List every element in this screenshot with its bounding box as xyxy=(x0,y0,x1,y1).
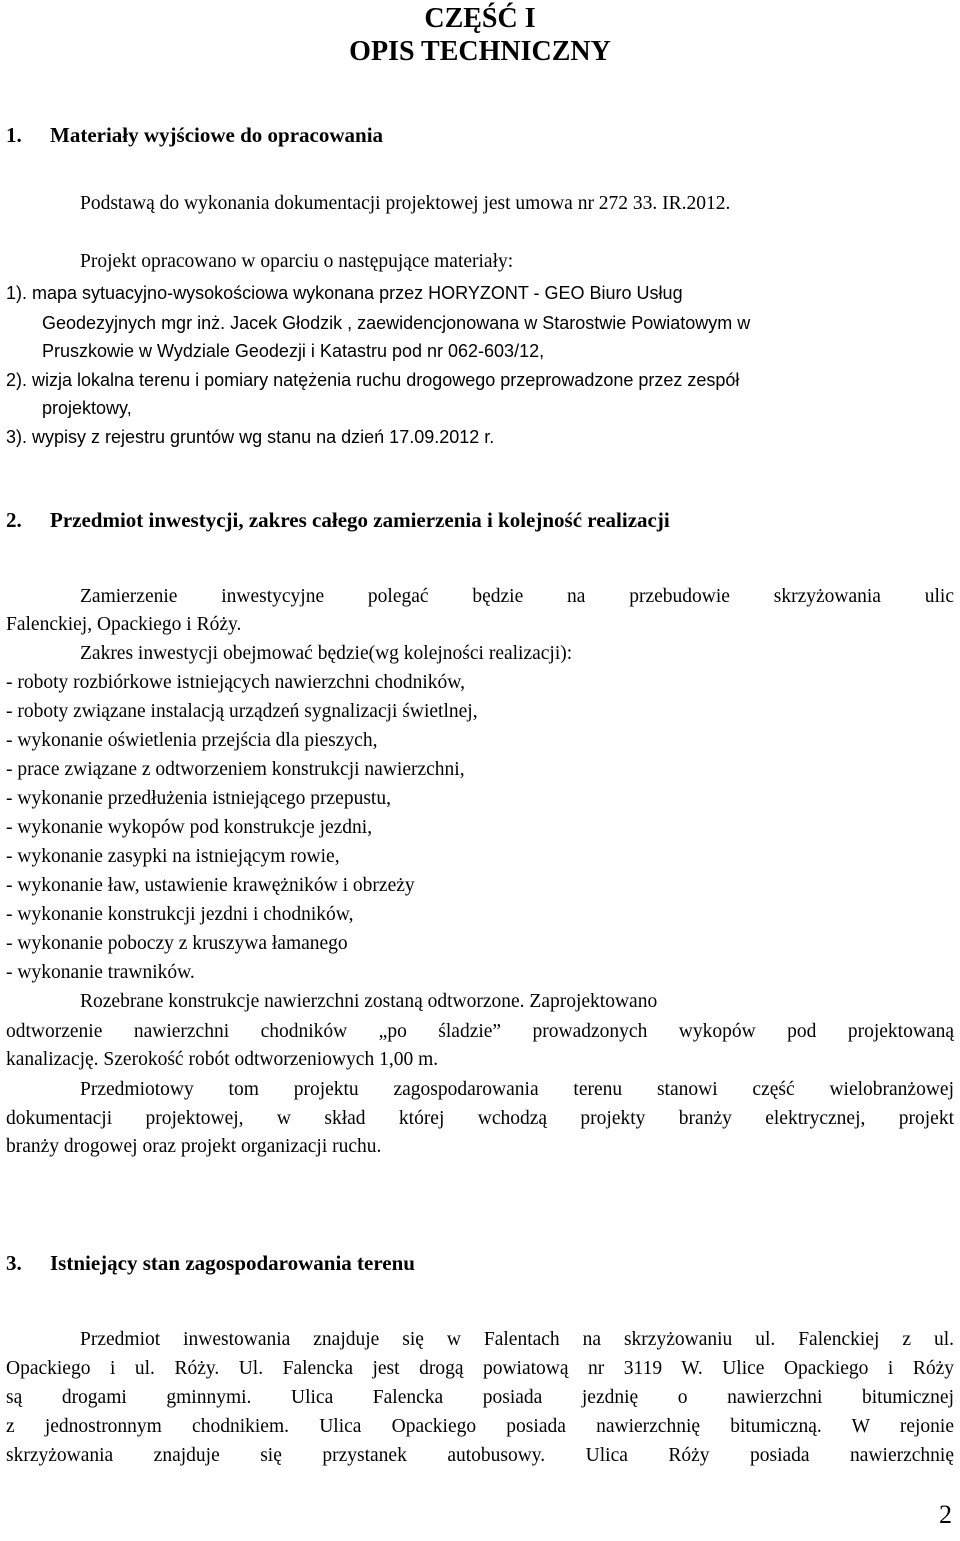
section2-para3-line2: odtworzenie nawierzchni chodników „po śladzie” prowadzonych wykopów pod projektowaną xyxy=(6,1021,954,1042)
scope-list-item: - wykonanie oświetlenia przejścia dla pieszych, xyxy=(6,730,378,751)
scope-list-item: - wykonanie poboczy z kruszywa łamanego xyxy=(6,933,348,954)
section2-heading xyxy=(6,506,670,534)
scope-list-item: - prace związane z odtworzeniem konstrukcji nawierzchni, xyxy=(6,759,465,780)
section3-line4: z jednostronnym chodnikiem. Ulica Opackiego posiada nawierzchnię bitumiczną. W rejonie xyxy=(6,1416,954,1437)
section2-para4-line1: Przedmiotowy tom projektu zagospodarowania terenu stanowi część wielobranżowej xyxy=(80,1079,954,1100)
section3-line5: skrzyżowania znajduje się przystanek autobusowy. Ulica Róży posiada nawierzchnię xyxy=(6,1445,954,1466)
page-number: 2 xyxy=(939,1500,952,1529)
scope-list-item: - wykonanie ław, ustawienie krawężników i obrzeży xyxy=(6,875,415,896)
section2-heading-text: Przedmiot inwestycji, zakres całego zamierzenia i kolejność realizacji xyxy=(50,508,670,532)
section2-number: 2. xyxy=(6,508,22,532)
section2-para2: Zakres inwestycji obejmować będzie(wg kolejności realizacji): xyxy=(80,643,573,664)
document-title-line1: CZĘŚĆ I xyxy=(424,3,536,34)
section2-para1-line1: Zamierzenie inwestycyjne polegać będzie na przebudowie skrzyżowania ulic xyxy=(80,586,954,607)
section2-para3-line3: kanalizację. Szerokość robót odtworzeniowych 1,00 m. xyxy=(6,1049,439,1070)
section2-para4-line3: branży drogowej oraz projekt organizacji ruchu. xyxy=(6,1136,382,1157)
section2-para1-line2: Falenckiej, Opackiego i Róży. xyxy=(6,614,242,635)
scope-list-item: - wykonanie konstrukcji jezdni i chodników, xyxy=(6,904,354,925)
section1-para2: Projekt opracowano w oparciu o następujące materiały: xyxy=(80,251,514,272)
section1-heading-text: Materiały wyjściowe do opracowania xyxy=(50,123,384,147)
scope-list-item: - wykonanie zasypki na istniejącym rowie, xyxy=(6,846,340,867)
section3-line3: są drogami gminnymi. Ulica Falencka posiada jezdnię o nawierzchni bitumicznej xyxy=(6,1387,954,1408)
section3-line2: Opackiego i ul. Róży. Ul. Falencka jest drogą powiatową nr 3119 W. Ulice Opackiego i Róży xyxy=(6,1358,954,1379)
section1-item2-line2: projektowy, xyxy=(42,398,132,418)
section1-item1-line3: Pruszkowie w Wydziale Geodezji i Katastru pod nr 062-603/12, xyxy=(42,341,545,361)
section3-heading-text: Istniejący stan zagospodarowania terenu xyxy=(50,1251,415,1275)
section1-heading xyxy=(6,121,383,149)
section3-heading xyxy=(6,1249,415,1277)
section1-item3: 3). wypisy z rejestru gruntów wg stanu na dzień 17.09.2012 r. xyxy=(6,427,495,447)
section3-number: 3. xyxy=(6,1251,22,1275)
section2-para3-line1: Rozebrane konstrukcje nawierzchni zostaną odtworzone. Zaprojektowano xyxy=(80,991,658,1012)
scope-list-item: - wykonanie przedłużenia istniejącego przepustu, xyxy=(6,788,391,809)
scope-list-item: - roboty rozbiórkowe istniejących nawierzchni chodników, xyxy=(6,672,466,693)
document-title-line2: OPIS TECHNICZNY xyxy=(349,36,611,67)
section1-item2-line1: 2). wizja lokalna terenu i pomiary natężenia ruchu drogowego przeprowadzone przez zespół xyxy=(6,370,740,390)
section1-item1-line2: Geodezyjnych mgr inż. Jacek Głodzik , zaewidencjonowana w Starostwie Powiatowym w xyxy=(42,313,751,333)
section1-item1-line1: 1). mapa sytuacyjno-wysokościowa wykonana przez HORYZONT - GEO Biuro Usług xyxy=(6,283,683,303)
scope-list-item: - wykonanie trawników. xyxy=(6,962,195,983)
scope-list-item: - wykonanie wykopów pod konstrukcje jezdni, xyxy=(6,817,373,838)
section3-line1: Przedmiot inwestowania znajduje się w Falentach na skrzyżowaniu ul. Falenckiej z ul. xyxy=(80,1329,954,1350)
scope-list-item: - roboty związane instalacją urządzeń sygnalizacji świetlnej, xyxy=(6,701,478,722)
section1-number: 1. xyxy=(6,123,22,147)
section1-para1: Podstawą do wykonania dokumentacji projektowej jest umowa nr 272 33. IR.2012. xyxy=(80,193,731,214)
section2-para4-line2: dokumentacji projektowej, w skład której wchodzą projekty branży elektrycznej, projekt xyxy=(6,1108,954,1129)
